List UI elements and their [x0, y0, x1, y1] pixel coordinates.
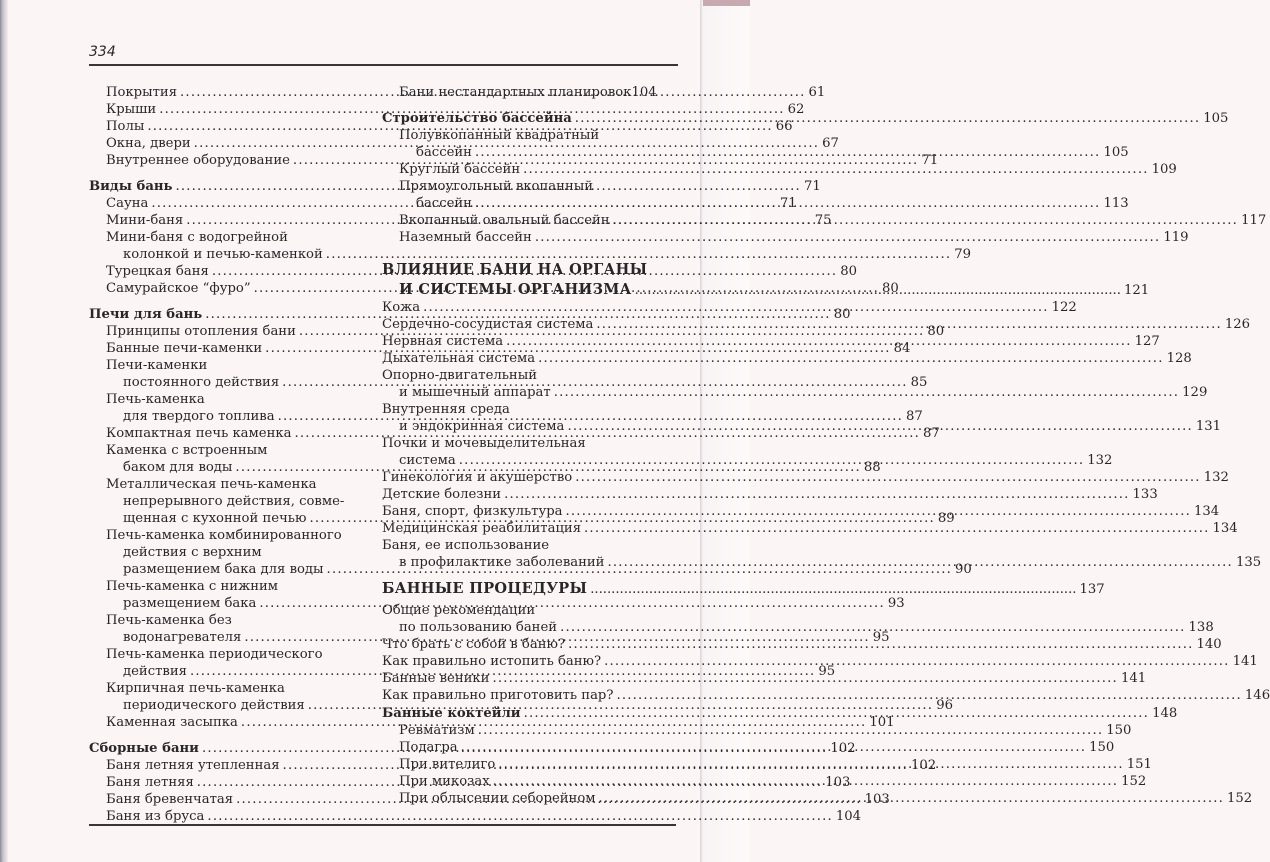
toc-entry-title: Круглый бассейн: [399, 162, 521, 177]
toc-entry-page: 71: [921, 153, 939, 168]
toc-entry-title: Кожа: [382, 300, 421, 315]
toc-entry-line: [382, 602, 656, 620]
toc-entry-title: Каменка с встроенным: [106, 443, 268, 458]
toc-entry-title: Окна, двери: [106, 136, 191, 151]
toc-entry-title: Внутренняя среда: [382, 402, 510, 417]
dot-leader: [607, 554, 1232, 572]
toc-entry-page: 119: [1163, 230, 1189, 245]
toc-entry-title: постоянного действия: [123, 375, 280, 390]
dot-leader: [613, 212, 1238, 230]
toc-entry-page: 103: [864, 792, 890, 807]
toc-entry-line: [382, 537, 656, 555]
toc-entry-title: Банные веники: [382, 671, 490, 686]
toc-entry-title: Банные коктейли: [382, 706, 521, 721]
toc-entry-title: Как правильно приготовить пар?: [382, 688, 614, 703]
toc-entry-page: 87: [906, 409, 923, 424]
toc-entry-page: 95: [818, 664, 836, 679]
toc-entry-title: Печи для бань: [89, 307, 203, 322]
toc-entry-page: 71: [779, 196, 797, 211]
toc-entry-title: Баня летняя утепленная: [106, 758, 280, 773]
toc-entry-title: Кирпичная печь-каменка: [106, 681, 285, 696]
toc-entry-page: 148: [1152, 706, 1178, 721]
toc-entry-title: Детские болезни: [382, 487, 502, 502]
toc-entry-page: 141: [1232, 654, 1258, 669]
toc-entry-page: 80: [840, 264, 858, 279]
toc-entry-line: [106, 527, 364, 545]
dot-leader: [590, 581, 1076, 599]
toc-entry-page: 87: [922, 426, 940, 441]
toc-entry-page: 122: [1051, 300, 1077, 315]
dot-leader: [560, 619, 1185, 637]
toc-entry-line: [106, 646, 364, 664]
toc-entry-title: При вителиго: [399, 757, 496, 772]
toc-entry-title: Каменная засыпка: [106, 715, 238, 730]
toc-entry-page: 152: [1227, 791, 1253, 806]
toc-entry-title: Самурайское “фуро”: [106, 281, 251, 296]
dot-leader: [498, 756, 1123, 774]
toc-entry-page: 146: [1244, 688, 1270, 703]
toc-entry-title: и эндокринная система: [399, 419, 565, 434]
page-number: 334: [89, 44, 116, 60]
toc-entry-title: Подагра: [399, 740, 458, 755]
toc-entry-title: Внутреннее оборудование: [106, 153, 290, 168]
toc-entry-title: Сборные бани: [89, 741, 199, 756]
toc-entry-title: действия с верхним: [123, 545, 262, 560]
toc-entry-title: Мини-баня: [106, 213, 184, 228]
toc-entry-page: 109: [1151, 162, 1177, 177]
toc-entry-page: 140: [1196, 637, 1222, 652]
toc-entry-page: 93: [887, 596, 905, 611]
toc-entry-title: Бани нестандартных планировок: [399, 85, 632, 100]
header-rule: [89, 64, 678, 66]
toc-entry: [399, 161, 1177, 179]
dot-leader: [478, 722, 1103, 740]
toc-entry-page: 80: [833, 307, 851, 322]
toc-entry: [382, 350, 1192, 368]
toc-entry-title: Металлическая печь-каменка: [106, 477, 317, 492]
toc-entry-page: 62: [787, 102, 805, 117]
toc-entry-title: Медицинская реабилитация: [382, 521, 582, 536]
toc-entry-title: Покрытия: [106, 85, 178, 100]
toc-entry-title: Полувкопанный квадратный: [399, 128, 600, 143]
toc-entry-title: Баня, спорт, физкультура: [382, 504, 563, 519]
toc-entry-page: 105: [1203, 111, 1229, 126]
toc-entry-title: Печь-каменка с нижним: [106, 579, 279, 594]
dot-leader: [493, 773, 1118, 791]
toc-entry-line: [399, 178, 656, 196]
toc-entry-title: Печь-каменка: [106, 392, 205, 407]
toc-entry-line: [106, 612, 364, 630]
toc-entry-title: Что брать с собой в баню?: [382, 637, 566, 652]
toc-entry-title: При микозах: [399, 774, 490, 789]
toc-entry-title: Строительство бассейна: [382, 111, 572, 126]
toc-entry-title: При облысении себорейном: [399, 791, 596, 806]
toc-entry-line: [106, 680, 364, 698]
toc-entry-title: Почки и мочевыделительная: [382, 436, 586, 451]
toc-entry-page: 102: [830, 741, 856, 756]
toc-entry: [382, 653, 1258, 671]
toc-entry-title: Гинекология и акушерство: [382, 470, 573, 485]
toc-entry-line: [106, 578, 364, 596]
toc-entry-page: 121: [1123, 283, 1150, 298]
dot-leader: [616, 687, 1241, 705]
toc-entry-title: колонкой и печью-каменкой: [123, 247, 323, 262]
toc-entry: [123, 246, 972, 264]
dot-leader: [575, 469, 1200, 487]
dot-leader: [599, 790, 1224, 808]
toc-entry: [382, 469, 1229, 487]
toc-entry-page: 89: [937, 511, 955, 526]
toc-entry-page: 128: [1166, 351, 1192, 366]
toc-entry-line: [106, 391, 364, 409]
toc-entry-page: 80: [927, 324, 945, 339]
toc-entry-page: 95: [872, 630, 890, 645]
toc-entry-title: для твердого топлива: [123, 409, 275, 424]
dot-leader: [492, 670, 1117, 688]
toc-entry-page: 66: [775, 119, 793, 134]
toc-entry: [399, 229, 1189, 247]
toc-entry-page: 105: [1103, 145, 1129, 160]
toc-entry-title: Сауна: [106, 196, 149, 211]
dot-leader: [575, 110, 1200, 128]
toc-entry-page: 141: [1120, 671, 1147, 686]
toc-entry-page: 127: [1134, 334, 1160, 349]
next-page-edge-tab: [703, 0, 750, 6]
toc-entry-title: Баня бревенчатая: [106, 792, 234, 807]
toc-entry-page: 85: [910, 375, 928, 390]
toc-entry-title: Турецкая баня: [106, 264, 209, 279]
toc-entry-title: Сердечно-сосудистая система: [382, 317, 594, 332]
toc-entry-title: Полы: [106, 119, 145, 134]
toc-entry-page: 79: [954, 247, 972, 262]
toc-entry-page: 133: [1132, 487, 1158, 502]
dot-leader: [423, 299, 1048, 317]
dot-leader: [524, 705, 1149, 723]
toc-entry-title: И СИСТЕМЫ ОРГАНИЗМА: [399, 281, 632, 298]
toc-entry-title: действия: [123, 664, 187, 679]
toc-entry-page: 84: [893, 341, 911, 356]
toc-entry-line: [123, 544, 364, 562]
dot-leader: [475, 144, 1100, 162]
toc-entry-line: [382, 367, 656, 385]
dot-leader: [207, 808, 832, 826]
toc-entry-page: 104: [631, 85, 657, 100]
toc-entry-page: 113: [1103, 196, 1129, 211]
toc-entry-page: 138: [1188, 620, 1214, 635]
dot-leader: [504, 486, 1129, 504]
toc-entry-page: 150: [1106, 723, 1132, 738]
toc-entry-page: 102: [911, 758, 937, 773]
toc-entry-title: щенная с кухонной печью: [123, 511, 307, 526]
toc-entry-title: в профилактике заболеваний: [399, 555, 605, 570]
dot-leader: [554, 384, 1179, 402]
dot-leader: [535, 229, 1160, 247]
toc-entry-page: 71: [803, 179, 821, 194]
dot-leader: [523, 161, 1148, 179]
toc-entry-page: 151: [1126, 757, 1152, 772]
toc-entry: [399, 619, 1214, 637]
toc-entry-page: 61: [808, 85, 826, 100]
toc-entry-title: Ревматизм: [399, 723, 475, 738]
toc-entry-title: бассейн: [416, 145, 472, 160]
toc-entry: [382, 486, 1158, 504]
toc-entry-page: 104: [835, 809, 862, 824]
toc-entry-title: Крыши: [106, 102, 157, 117]
toc-entry-page: 126: [1224, 317, 1251, 332]
dot-leader: [567, 418, 1192, 436]
toc-entry-line: [106, 442, 364, 460]
toc-entry-page: 135: [1235, 555, 1262, 570]
toc-entry-page: 103: [825, 775, 851, 790]
dot-leader: [475, 195, 1100, 213]
toc-entry-line: [106, 357, 364, 375]
toc-entry-title: Как правильно истопить баню?: [382, 654, 602, 669]
toc-entry-line: [382, 261, 656, 279]
toc-entry-line: [106, 229, 364, 247]
toc-entry-title: непрерывного действия, совме-: [123, 494, 345, 509]
toc-entry: [106, 808, 862, 826]
toc-entry-line: [106, 476, 364, 494]
toc-entry-title: ВЛИЯНИЕ БАНИ НА ОРГАНЫ: [382, 261, 648, 278]
toc-entry-title: Виды бань: [89, 179, 173, 194]
toc-entry-title: Печь-каменка комбинированного: [106, 528, 342, 543]
toc-entry: [382, 520, 1238, 538]
toc-entry-page: 75: [814, 213, 832, 228]
toc-entry-title: Банные печи-каменки: [106, 341, 263, 356]
toc-entry-title: Дыхательная система: [382, 351, 536, 366]
dot-leader: [568, 636, 1193, 654]
page-left-edge-shadow: [0, 0, 8, 862]
toc-entry-page: 117: [1241, 213, 1267, 228]
toc-entry-title: Вкопанный овальный бассейн: [399, 213, 610, 228]
toc-entry-page: 131: [1195, 419, 1222, 434]
dot-leader: [461, 739, 1086, 757]
toc-entry-line: [399, 127, 656, 145]
toc-entry-page: 129: [1182, 385, 1208, 400]
dot-leader: [538, 350, 1163, 368]
toc-entry-title: Мини-баня с водогрейной: [106, 230, 288, 245]
dot-leader: [459, 452, 1084, 470]
toc-entry-title: Баня летняя: [106, 775, 194, 790]
toc-entry-title: Прямоугольный вкопанный: [399, 179, 594, 194]
toc-entry-page: 101: [869, 715, 895, 730]
toc-entry-title: Печи-каменки: [106, 358, 208, 373]
toc-entry-title: бассейн: [416, 196, 472, 211]
toc-entry-title: Компактная печь каменка: [106, 426, 292, 441]
toc-entry-page: 137: [1079, 582, 1105, 597]
toc-entry-title: Нервная система: [382, 334, 504, 349]
toc-entry-page: 96: [936, 698, 953, 713]
dot-leader: [566, 503, 1191, 521]
toc-entry-title: Опорно-двигательный: [382, 368, 538, 383]
toc-entry-page: 132: [1203, 470, 1229, 485]
toc-entry-page: 67: [822, 136, 839, 151]
toc-entry-page: 88: [863, 460, 881, 475]
toc-entry-title: Принципы отопления бани: [106, 324, 296, 339]
toc-entry-title: и мышечный аппарат: [399, 385, 551, 400]
toc-entry: [399, 384, 1208, 402]
toc-entry-title: Наземный бассейн: [399, 230, 532, 245]
toc-entry-title: Общие рекомендации: [382, 603, 536, 618]
dot-leader: [596, 316, 1221, 334]
toc-entry-title: Баня, ее использование: [382, 538, 550, 553]
toc-entry-title: БАННЫЕ ПРОЦЕДУРЫ: [382, 580, 588, 597]
toc-entry-title: Печь-каменка периодического: [106, 647, 323, 662]
toc-entry: [382, 580, 1105, 599]
toc-entry-title: Печь-каменка без: [106, 613, 232, 628]
toc-entry-title: Баня из бруса: [106, 809, 205, 824]
toc-entry-page: 134: [1193, 504, 1220, 519]
toc-entry-page: 134: [1212, 521, 1238, 536]
toc-entry-page: 132: [1087, 453, 1113, 468]
dot-leader: [584, 520, 1209, 538]
toc-entry-line: [123, 493, 364, 511]
toc-entry-title: размещением бака для воды: [123, 562, 324, 577]
dot-leader: [604, 653, 1229, 671]
dot-leader: [506, 333, 1131, 351]
toc-entry-title: по пользованию баней: [399, 620, 558, 635]
toc-entry-title: система: [399, 453, 456, 468]
toc-entry-title: периодического действия: [123, 698, 305, 713]
toc-entry-page: 80: [882, 281, 899, 296]
toc-entry: [382, 687, 1270, 705]
toc-entry-page: 90: [955, 562, 972, 577]
toc-entry-title: водонагревателя: [123, 630, 242, 645]
dot-leader: [635, 282, 1121, 300]
toc-entry-line: [382, 435, 656, 453]
toc-entry-title: размещением бака: [123, 596, 257, 611]
toc-entry-line: [382, 401, 656, 419]
toc-entry-page: 150: [1089, 740, 1115, 755]
toc-entry: [399, 84, 656, 102]
toc-entry-title: баком для воды: [123, 460, 233, 475]
toc-entry-page: 152: [1121, 774, 1147, 789]
